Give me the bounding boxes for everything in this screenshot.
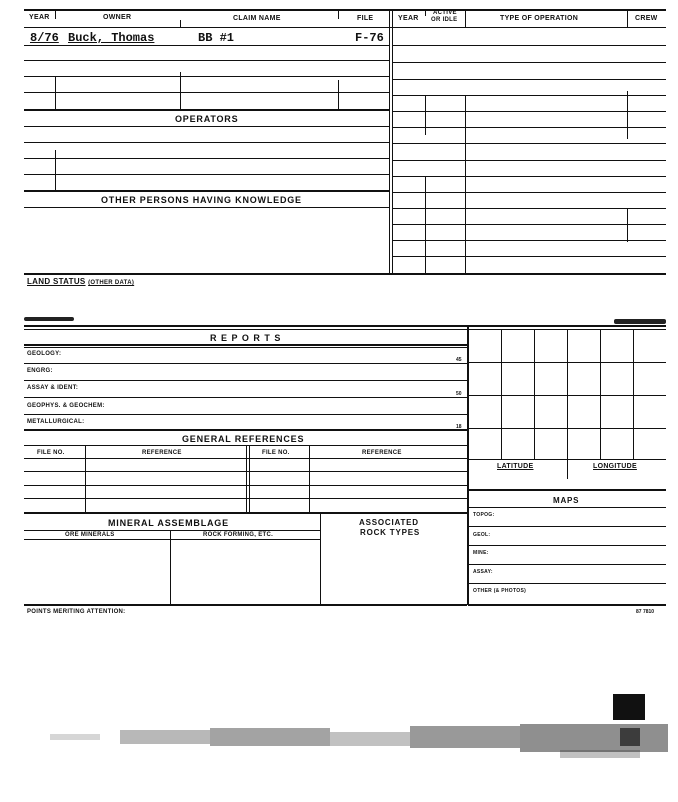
maps-topog: TOPOG:	[473, 512, 495, 518]
report-num-50: 50	[456, 391, 462, 397]
entry-claim-name: BB #1	[198, 31, 235, 45]
header-file: FILE	[357, 15, 374, 22]
report-geology: GEOLOGY:	[27, 351, 62, 357]
points-meriting-attention: POINTS MERITING ATTENTION:	[27, 609, 126, 615]
report-num-45: 45	[456, 357, 462, 363]
rock-forming-label: ROCK FORMING, ETC.	[203, 532, 274, 538]
scan-smudge-left	[24, 317, 74, 321]
scan-black-square	[613, 694, 645, 720]
header-year-right: YEAR	[398, 15, 419, 22]
operators-heading: OPERATORS	[175, 114, 239, 124]
maps-heading: MAPS	[553, 496, 580, 505]
mineral-assemblage-heading: MINERAL ASSEMBLAGE	[108, 518, 229, 528]
report-num-18: 18	[456, 424, 462, 430]
maps-other: OTHER (& PHOTOS)	[473, 588, 527, 594]
entry-owner: Buck, Thomas	[68, 31, 155, 45]
header-crew: CREW	[635, 15, 658, 22]
header-type-of-operation: TYPE OF OPERATION	[500, 15, 579, 22]
report-assay: ASSAY & IDENT:	[27, 385, 79, 391]
other-persons-heading: OTHER PERSONS HAVING KNOWLEDGE	[101, 195, 302, 205]
associated-rock-types-2: ROCK TYPES	[360, 528, 421, 537]
scan-smudge-right	[614, 319, 666, 324]
entry-year: 8/76	[30, 31, 59, 45]
ref-file-no-1: FILE NO.	[37, 450, 65, 456]
maps-geol: GEOL:	[473, 532, 491, 538]
header-owner: OWNER	[103, 14, 132, 21]
header-active-2: OR IDLE	[431, 17, 458, 23]
land-status-sub: (OTHER DATA)	[88, 280, 135, 286]
header-year: YEAR	[29, 14, 50, 21]
reports-heading: R E P O R T S	[210, 333, 282, 343]
report-metallurgical: METALLURGICAL:	[27, 419, 85, 425]
header-claim-name: CLAIM NAME	[233, 15, 281, 22]
associated-rock-types-1: ASSOCIATED	[359, 518, 419, 527]
maps-assay: ASSAY:	[473, 569, 493, 575]
header-active-1: ACTIVE	[433, 10, 457, 16]
land-status-label: LAND STATUS	[27, 277, 86, 286]
ore-minerals-label: ORE MINERALS	[65, 532, 115, 538]
ref-reference-1: REFERENCE	[142, 450, 182, 456]
report-engrg: ENGRG:	[27, 368, 53, 374]
general-references-heading: GENERAL REFERENCES	[182, 434, 305, 444]
latitude-label: LATITUDE	[497, 463, 534, 470]
entry-file: F-76	[355, 31, 384, 45]
land-status-heading	[27, 277, 134, 286]
report-geophys: GEOPHYS. & GEOCHEM:	[27, 403, 105, 409]
form-code: 87 7810	[636, 609, 655, 615]
ref-file-no-2: FILE NO.	[262, 450, 290, 456]
ref-reference-2: REFERENCE	[362, 450, 402, 456]
scan-noise-strip	[20, 720, 668, 770]
maps-mine: MINE:	[473, 550, 489, 556]
longitude-label: LONGITUDE	[593, 463, 637, 470]
